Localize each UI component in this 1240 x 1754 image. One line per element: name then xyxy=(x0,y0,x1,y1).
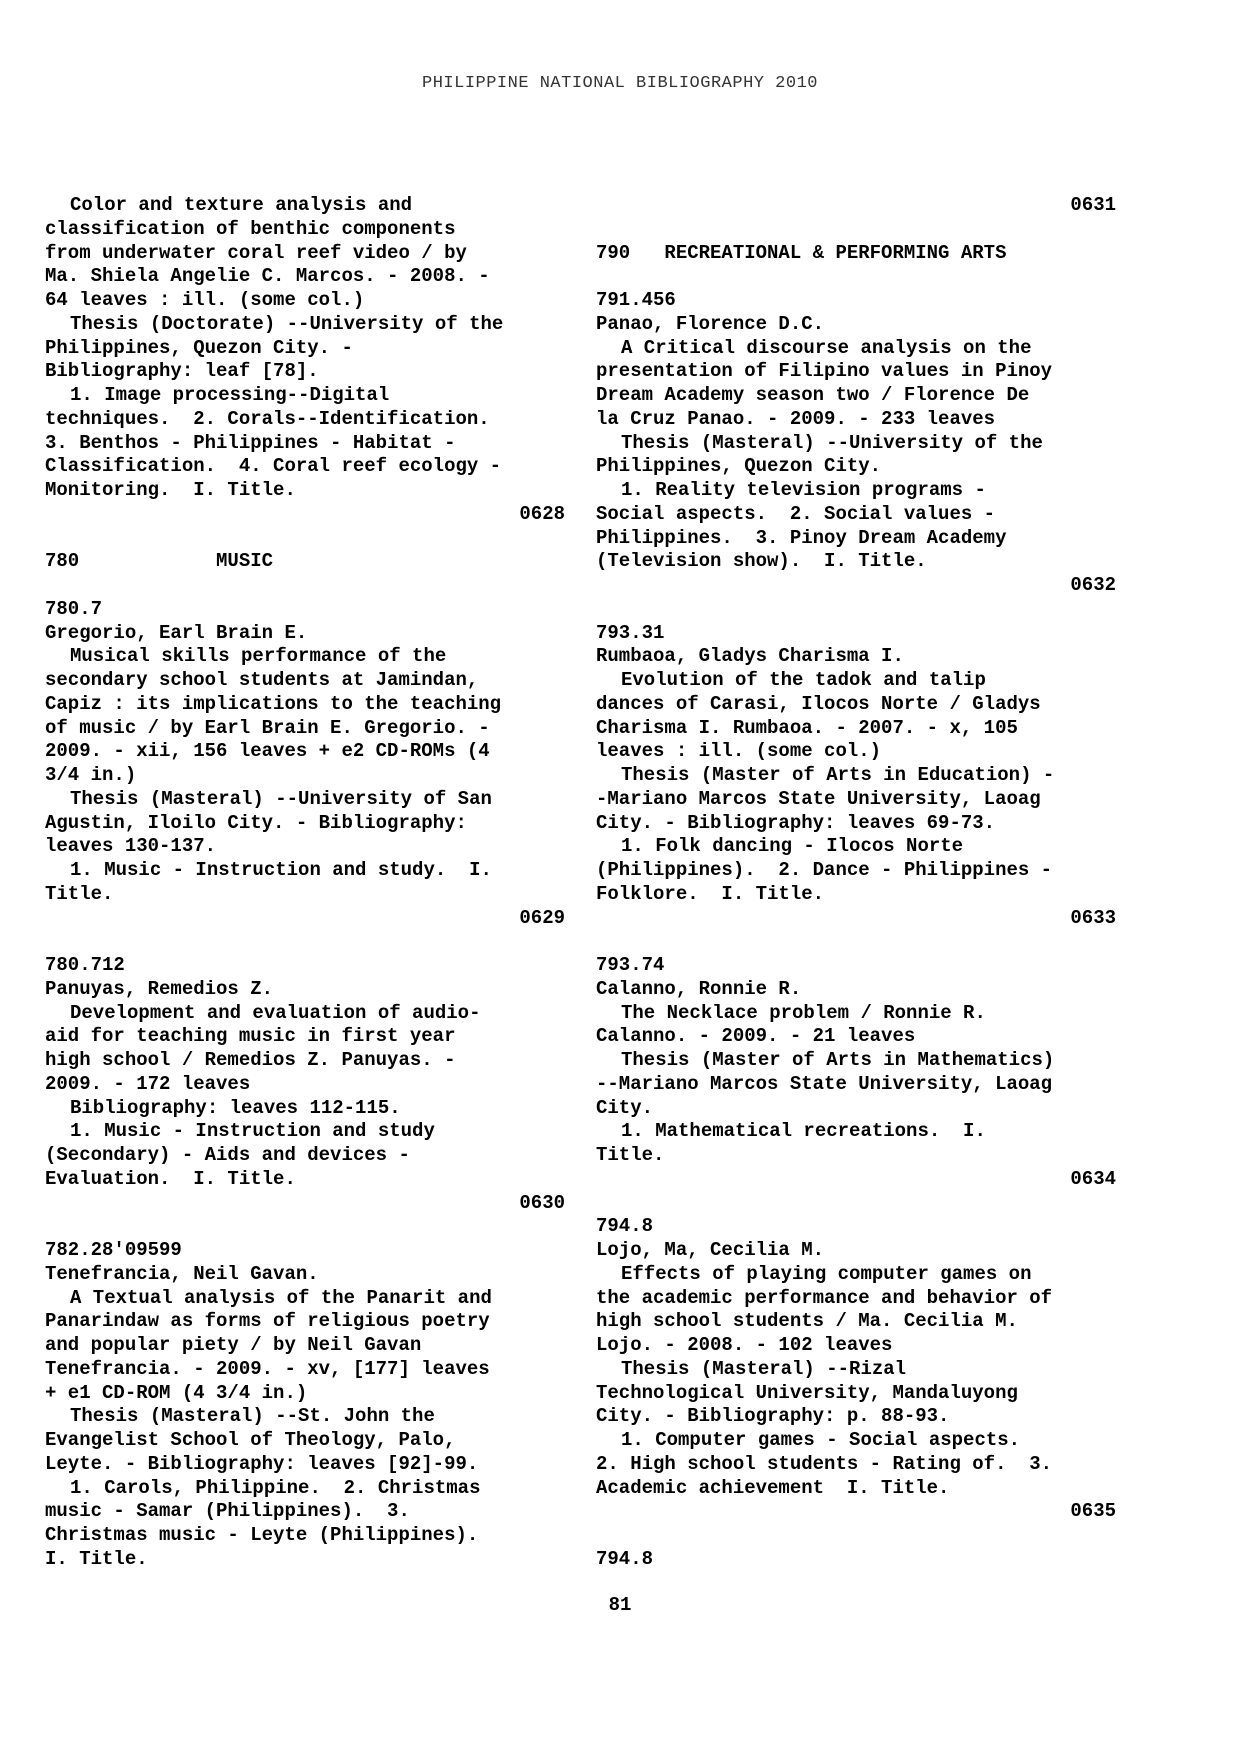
text-line: Musical skills performance of the xyxy=(70,645,447,668)
text-line: 780.7 xyxy=(45,597,103,620)
text-line: Calanno. - 2009. - 21 leaves xyxy=(596,1025,916,1048)
text-line: Folklore. I. Title. xyxy=(596,882,825,905)
text-line: secondary school students at Jamindan, xyxy=(45,669,479,691)
text-line: 64 leaves : ill. (some col.) xyxy=(45,289,365,311)
text-line: Thesis (Masteral) --University of San xyxy=(70,787,492,810)
text-line: aid for teaching music in first year xyxy=(45,1025,456,1048)
blank-line xyxy=(596,265,1116,289)
right-column xyxy=(596,194,1116,1572)
entry-number: 0630 xyxy=(519,1191,565,1214)
text-line: Thesis (Master of Arts in Education) - xyxy=(621,764,1055,786)
entry-number: 0629 xyxy=(519,906,565,929)
entry-number: 0628 xyxy=(519,502,565,525)
text-line: Philippines. 3. Pinoy Dream Academy xyxy=(596,526,1007,549)
text-line: Ma. Shiela Angelie C. Marcos. - 2008. - xyxy=(45,265,490,288)
text-line: classification of benthic components xyxy=(45,217,456,240)
text-line: 1. Carols, Philippine. 2. Christmas xyxy=(70,1476,481,1499)
text-line: Evaluation. I. Title. xyxy=(45,1167,296,1190)
text-line: la Cruz Panao. - 2009. - 233 leaves xyxy=(596,407,996,430)
text-line: City. - Bibliography: leaves 69-73. xyxy=(596,811,996,834)
text-line: Evangelist School of Theology, Palo, xyxy=(45,1429,456,1451)
text-line: Technological University, Mandaluyong xyxy=(596,1381,1018,1404)
text-line: Christmas music - Leyte (Philippines). xyxy=(45,1524,479,1546)
text-line: City. xyxy=(596,1096,654,1119)
text-line: 780 MUSIC xyxy=(45,550,274,573)
text-line: techniques. 2. Corals--Identification. xyxy=(45,407,490,430)
text-line: Lojo, Ma, Cecilia M. xyxy=(596,1239,825,1261)
text-line: Thesis (Doctorate) --University of the xyxy=(70,312,504,335)
text-line: Dream Academy season two / Florence De xyxy=(596,384,1030,406)
blank-line xyxy=(596,218,1116,242)
text-line: 1. Reality television programs - xyxy=(621,479,986,501)
text-line: A Critical discourse analysis on the xyxy=(621,336,1032,359)
text-line: Evolution of the tadok and talip xyxy=(621,669,986,691)
text-line: dances of Carasi, Ilocos Norte / Gladys xyxy=(596,692,1041,715)
entry-number: 0635 xyxy=(1070,1500,1116,1523)
text-line: Lojo. - 2008. - 102 leaves xyxy=(596,1334,893,1356)
text-line: the academic performance and behavior of xyxy=(596,1286,1053,1309)
text-line: 1. Mathematical recreations. I. xyxy=(621,1120,986,1143)
text-line: Bibliography: leaf [78]. xyxy=(45,360,319,383)
text-line: A Textual analysis of the Panarit and xyxy=(70,1286,492,1309)
running-head: PHILIPPINE NATIONAL BIBLIOGRAPHY 2010 xyxy=(422,74,818,93)
entry-number: 0633 xyxy=(1070,906,1116,929)
text-line: leaves : ill. (some col.) xyxy=(596,740,882,763)
text-line: of music / by Earl Brain E. Gregorio. - xyxy=(45,716,490,739)
text-line: Tenefrancia, Neil Gavan. xyxy=(45,1262,319,1285)
blank-line xyxy=(45,574,565,598)
blank-line xyxy=(45,527,565,551)
text-line: Charisma I. Rumbaoa. - 2007. - x, 105 xyxy=(596,716,1018,739)
text-line: 782.28'09599 xyxy=(45,1239,182,1261)
text-line: 1. Folk dancing - Ilocos Norte xyxy=(621,835,964,858)
text-line: Classification. 4. Coral reef ecology - xyxy=(45,455,502,478)
entry-number: 0631 xyxy=(1070,194,1116,216)
text-line: Effects of playing computer games on xyxy=(621,1262,1032,1285)
text-line: 2009. - 172 leaves xyxy=(45,1072,251,1095)
text-line: Gregorio, Earl Brain E. xyxy=(45,621,308,644)
blank-line xyxy=(596,1192,1116,1216)
text-line: Panao, Florence D.C. xyxy=(596,312,825,335)
blank-line xyxy=(596,598,1116,622)
text-line: Thesis (Master of Arts in Mathematics) xyxy=(621,1049,1055,1071)
text-line: Tenefrancia. - 2009. - xv, [177] leaves xyxy=(45,1357,490,1380)
text-line: (Television show). I. Title. xyxy=(596,550,927,573)
text-line: Panuyas, Remedios Z. xyxy=(45,977,274,1000)
text-line: Agustin, Iloilo City. - Bibliography: xyxy=(45,811,467,834)
text-line: --Mariano Marcos State University, Laoag xyxy=(596,1072,1053,1095)
text-line: leaves 130-137. xyxy=(45,835,217,858)
text-line: Development and evaluation of audio- xyxy=(70,1001,481,1024)
text-line: Panarindaw as forms of religious poetry xyxy=(45,1310,490,1333)
text-line: 794.8 xyxy=(596,1547,654,1570)
text-line: City. - Bibliography: p. 88-93. xyxy=(596,1405,950,1428)
text-line: Calanno, Ronnie R. xyxy=(596,977,802,1000)
text-line: Academic achievement I. Title. xyxy=(596,1476,950,1499)
blank-line xyxy=(596,1524,1116,1548)
blank-line xyxy=(45,1215,565,1239)
text-line: high school / Remedios Z. Panuyas. - xyxy=(45,1049,456,1071)
entry-number: 0632 xyxy=(1070,574,1116,596)
text-line: 1. Music - Instruction and study. I. xyxy=(70,859,492,881)
blank-line xyxy=(596,930,1116,954)
text-line: Social aspects. 2. Social values - xyxy=(596,502,996,525)
text-line: 2009. - xii, 156 leaves + e2 CD-ROMs (4 xyxy=(45,740,490,763)
text-line: Title. xyxy=(45,882,114,905)
text-line: I. Title. xyxy=(45,1547,148,1570)
text-line: presentation of Filipino values in Pinoy xyxy=(596,360,1053,383)
text-line: 793.31 xyxy=(596,621,665,644)
text-line: 3. Benthos - Philippines - Habitat - xyxy=(45,431,456,454)
text-line: 780.712 xyxy=(45,954,125,976)
text-line: Rumbaoa, Gladys Charisma I. xyxy=(596,645,904,668)
text-line: 2. High school students - Rating of. 3. xyxy=(596,1452,1053,1475)
text-line: Monitoring. I. Title. xyxy=(45,479,296,501)
text-line: Leyte. - Bibliography: leaves [92]-99. xyxy=(45,1452,479,1475)
text-line: Bibliography: leaves 112-115. xyxy=(70,1096,401,1119)
entry-number: 0634 xyxy=(1070,1167,1116,1190)
text-line: + e1 CD-ROM (4 3/4 in.) xyxy=(45,1381,308,1404)
left-column xyxy=(45,194,565,1572)
text-line: (Philippines). 2. Dance - Philippines - xyxy=(596,859,1053,881)
text-line: 3/4 in.) xyxy=(45,764,137,786)
page-number: 81 xyxy=(608,1594,632,1616)
text-line: from underwater coral reef video / by xyxy=(45,241,467,264)
blank-line xyxy=(45,930,565,954)
text-line: 790 RECREATIONAL & PERFORMING ARTS xyxy=(596,241,1007,264)
text-line: Thesis (Masteral) --Rizal xyxy=(621,1357,907,1380)
text-line: -Mariano Marcos State University, Laoag xyxy=(596,787,1041,810)
text-line: Philippines, Quezon City. xyxy=(596,455,882,478)
text-line: Philippines, Quezon City. - xyxy=(45,336,353,359)
text-line: 1. Image processing--Digital xyxy=(70,384,390,406)
text-line: and popular piety / by Neil Gavan xyxy=(45,1334,422,1356)
text-line: The Necklace problem / Ronnie R. xyxy=(621,1001,986,1024)
text-line: Thesis (Masteral) --University of the xyxy=(621,431,1043,454)
text-line: 791.456 xyxy=(596,289,676,311)
text-line: Title. xyxy=(596,1144,665,1166)
text-line: 793.74 xyxy=(596,954,665,976)
text-line: Color and texture analysis and xyxy=(70,194,413,216)
text-line: high school students / Ma. Cecilia M. xyxy=(596,1310,1018,1333)
text-line: (Secondary) - Aids and devices - xyxy=(45,1144,410,1166)
text-line: 1. Computer games - Social aspects. xyxy=(621,1429,1021,1451)
text-line: Thesis (Masteral) --St. John the xyxy=(70,1405,435,1428)
text-line: 1. Music - Instruction and study xyxy=(70,1120,435,1143)
text-line: 794.8 xyxy=(596,1215,654,1238)
text-line: music - Samar (Philippines). 3. xyxy=(45,1500,410,1523)
text-line: Capiz : its implications to the teaching xyxy=(45,692,502,715)
